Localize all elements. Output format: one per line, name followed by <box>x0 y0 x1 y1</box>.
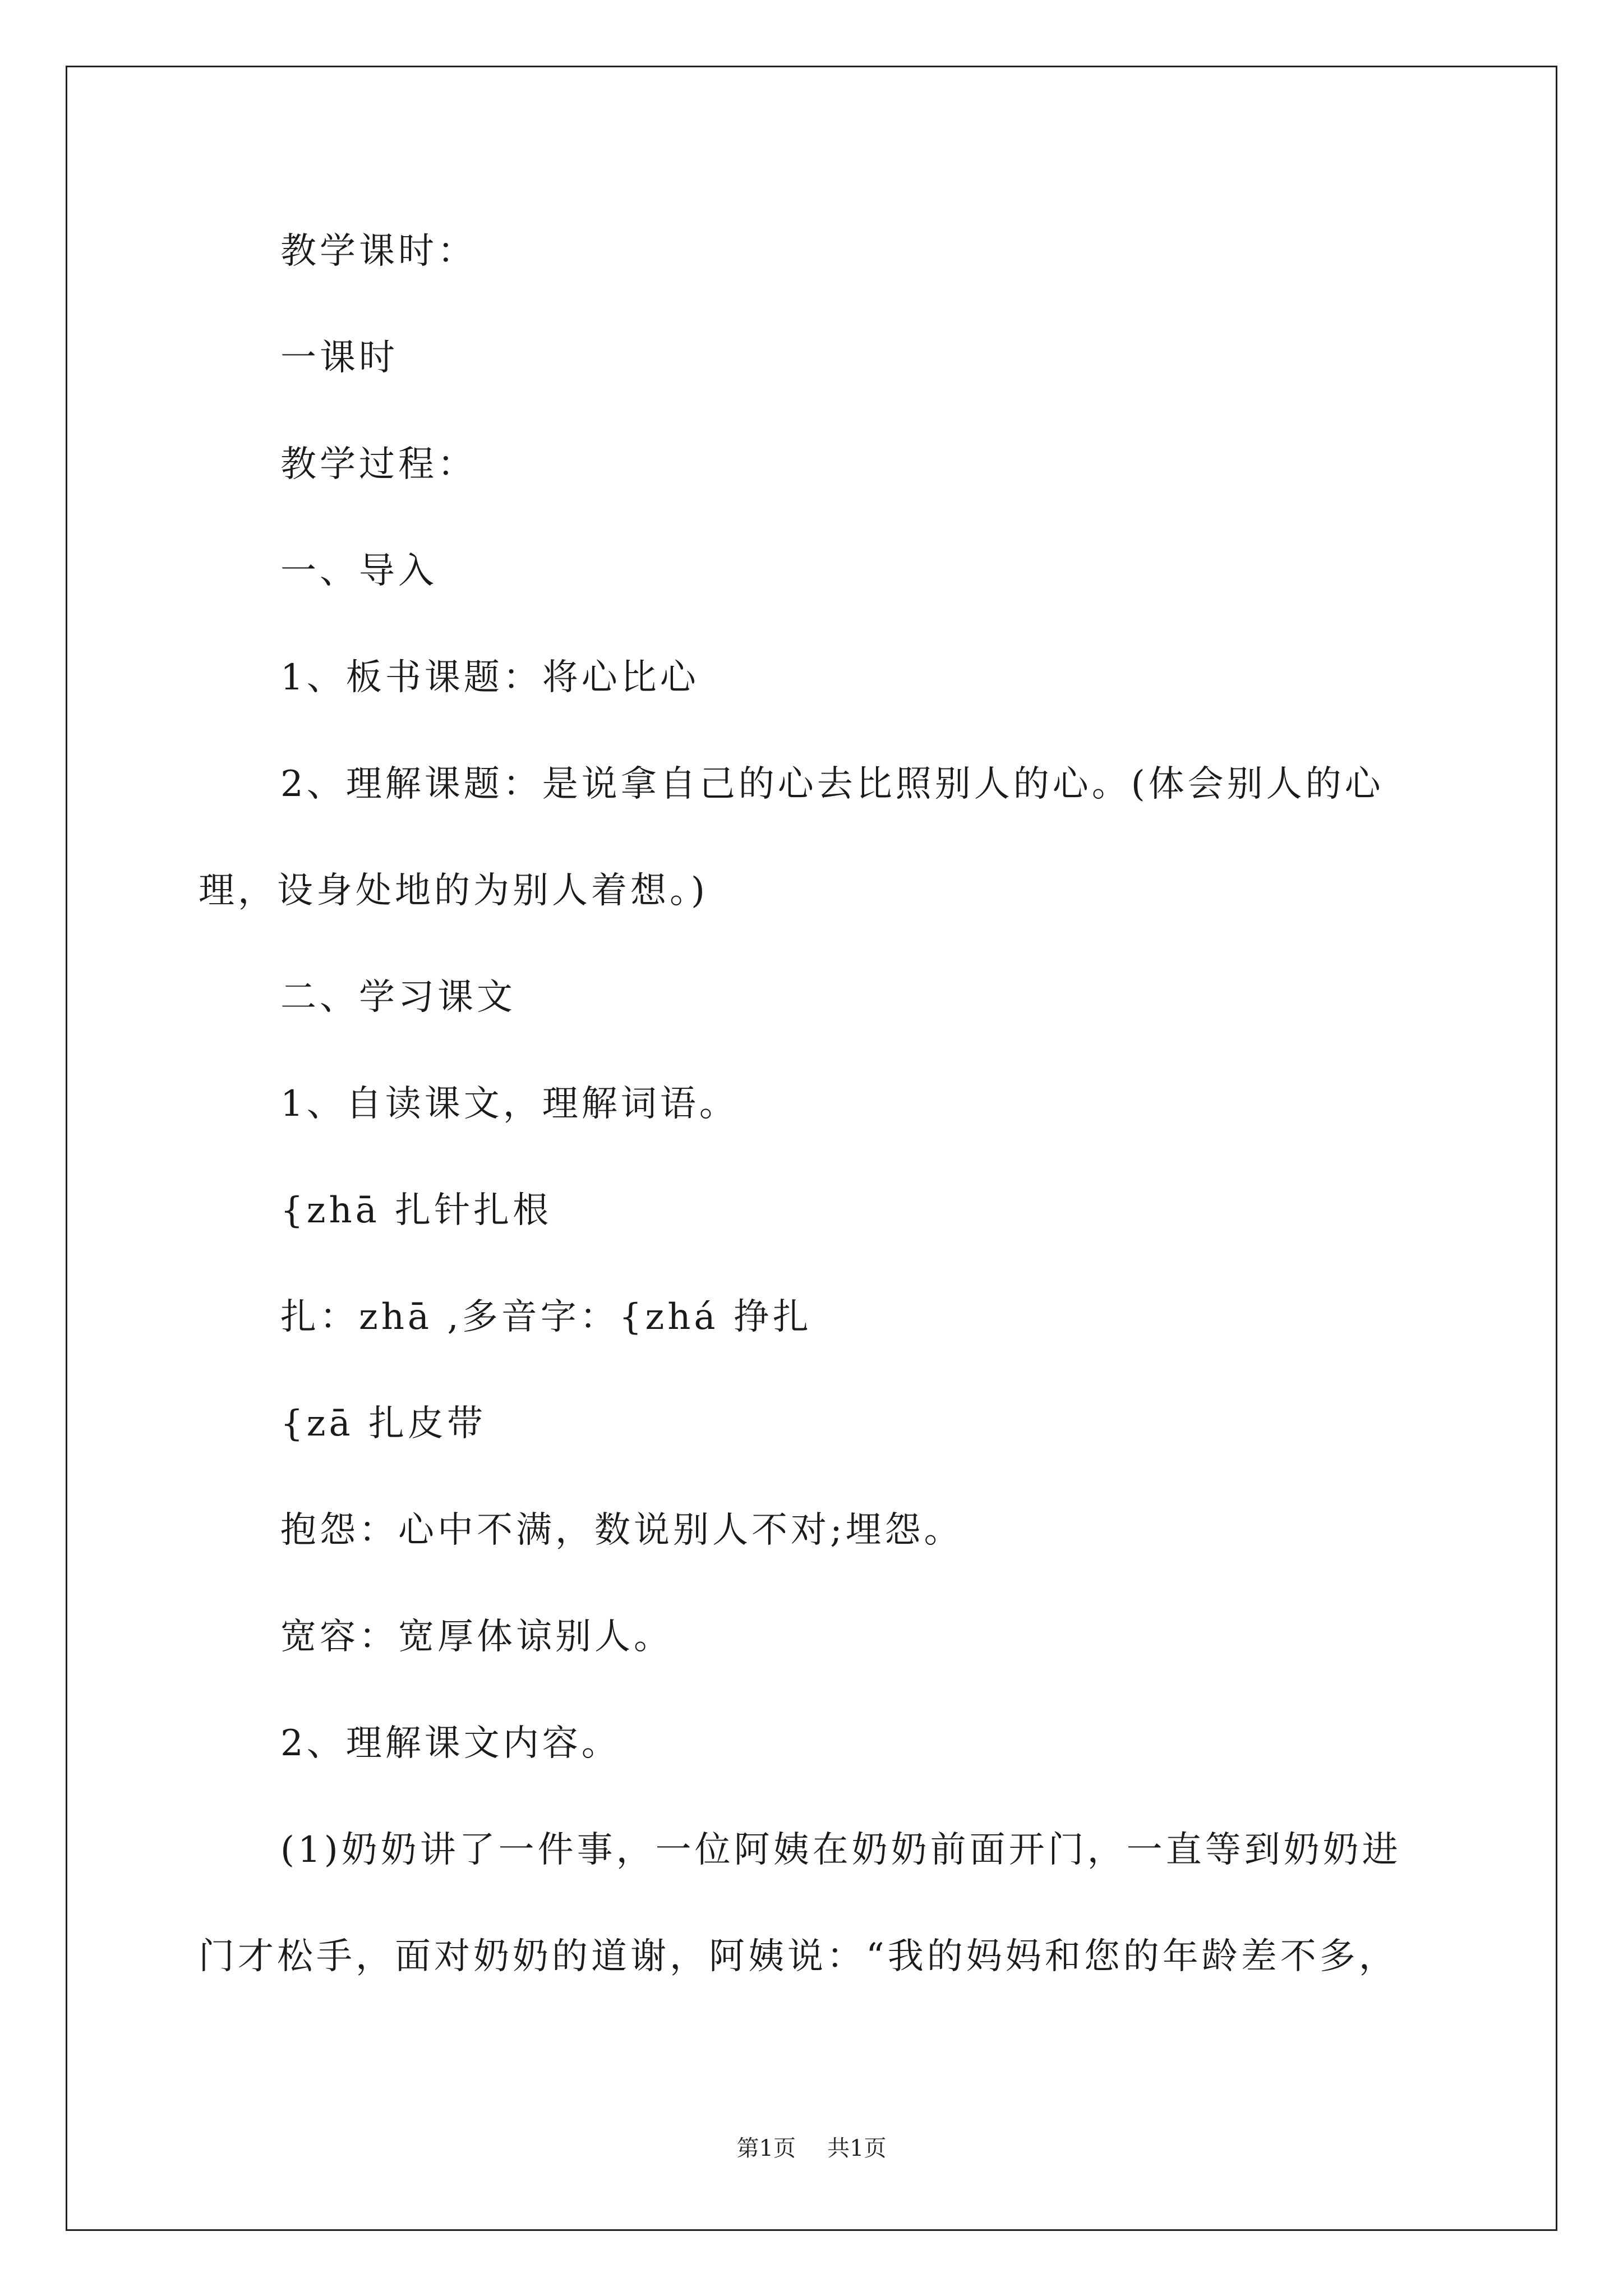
text-line: 门才松手，面对奶奶的道谢，阿姨说：“我的妈妈和您的年龄差不多， <box>199 1936 1398 1977</box>
text-line: 抱怨：心中不满，数说别人不对;埋怨。 <box>280 1510 963 1551</box>
text-line: {zā 扎皮带 <box>280 1403 486 1444</box>
text-line: 一课时 <box>280 337 398 379</box>
text-line: 1、板书课题：将心比心 <box>280 657 699 698</box>
text-line: 1、自读课文，理解词语。 <box>280 1083 739 1125</box>
page-footer <box>0 2134 1623 2162</box>
text-line: 教学过程： <box>280 444 477 485</box>
page-number-total: 共1页 <box>827 2136 887 2161</box>
page-number-current: 第1页 <box>736 2136 796 2161</box>
text-line: {zhā 扎针扎根 <box>280 1190 552 1231</box>
text-line: 2、理解课题：是说拿自己的心去比照别人的心。(体会别人的心 <box>280 763 1384 805</box>
text-line: 二、学习课文 <box>280 977 516 1018</box>
text-line: 教学课时： <box>280 231 477 272</box>
text-line: (1)奶奶讲了一件事，一位阿姨在奶奶前面开门，一直等到奶奶进 <box>280 1829 1401 1871</box>
text-line: 扎：zhā ,多音字：{zhá 挣扎 <box>280 1296 812 1338</box>
text-line: 宽容：宽厚体谅别人。 <box>280 1616 673 1658</box>
text-line: 2、理解课文内容。 <box>280 1723 621 1764</box>
text-line: 理，设身处地的为别人着想。) <box>199 870 708 912</box>
text-line: 一、导入 <box>280 550 437 592</box>
